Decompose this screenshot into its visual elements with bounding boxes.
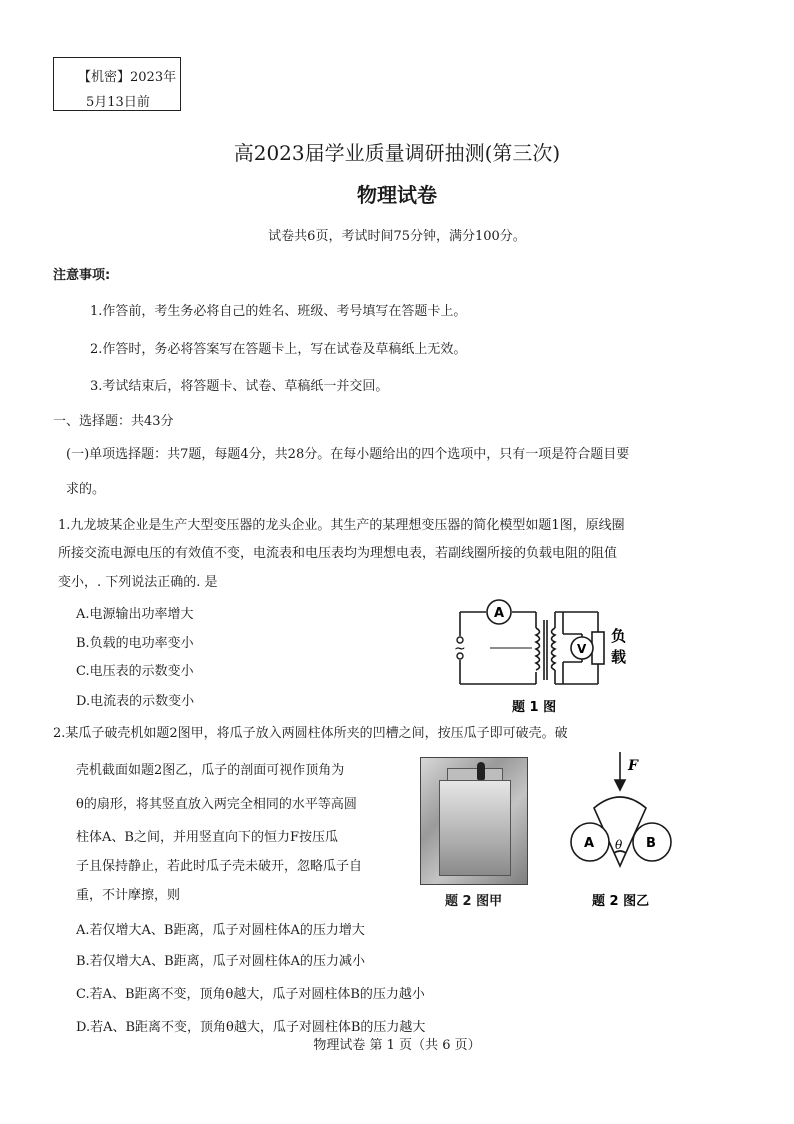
q2-stem-line: 柱体A、B之间，并用竖直向下的恒力F按压瓜 [76,830,338,845]
seed-cross-section-figure [568,750,688,910]
section-instructions-cont: 求的。 [66,482,106,497]
voltmeter-label: V [577,642,587,656]
ac-source-symbol: ~ [454,641,466,657]
sheller-photo [420,757,528,885]
q1-option-b: B.负载的电功率变小 [76,636,194,651]
exam-info: 试卷共6页，考试时间75分钟，满分100分。 [268,229,526,244]
cylinder-b-label: B [646,836,656,851]
q2-option-a: A.若仅增大A、B距离，瓜子对圆柱体A的压力增大 [76,923,365,938]
load-label-1: 负 [611,627,627,645]
confidential-box [53,57,181,111]
load-label-2: 载 [611,648,627,666]
notice-item: 1.作答前，考生务必将自己的姓名、班级、考号填写在答题卡上。 [90,304,467,319]
notice-item: 3.考试结束后，将答题卡、试卷、草稿纸一并交回。 [90,379,389,394]
q1-stem-line: 所接交流电源电压的有效值不变，电流表和电压表均为理想电表，若副线圈所接的负载电阻的阻值 [58,546,618,561]
notice-item: 2.作答时，务必将答案写在答题卡上，写在试卷及草稿纸上无效。 [90,342,467,357]
subject-title: 物理试卷 [357,183,437,207]
exam-title: 高2023届学业质量调研抽测(第三次) [233,141,561,165]
q1-stem-line: 变小，. 下列说法正确的. 是 [58,575,218,590]
q2-stem-line: 子且保持静止，若此时瓜子壳未破开，忽略瓜子自 [76,859,363,874]
page-footer: 物理试卷 第 1 页（共 6 页） [313,1038,481,1053]
q1-stem-line: 1.九龙坡某企业是生产大型变压器的龙头企业。其生产的某理想变压器的简化模型如题1图，原线圈 [58,518,625,533]
q1-option-a: A.电源输出功率增大 [76,607,194,622]
force-label: F [628,758,638,774]
q2-option-d: D.若A、B距离不变，顶角θ越大，瓜子对圆柱体B的压力越大 [76,1020,426,1035]
q2-stem-line: 重，不计摩擦，则 [76,888,181,903]
cylinder-a-label: A [584,836,595,851]
ammeter-label: A [494,606,505,621]
transformer-circuit-figure [448,598,648,718]
section-heading: 一、选择题：共43分 [53,414,174,429]
confidential-line-1: 【机密】2023年 [78,70,177,85]
q2-option-c: C.若A、B距离不变，顶角θ越大，瓜子对圆柱体B的压力越小 [76,987,425,1002]
figure-2b-caption: 题 2 图乙 [592,894,650,909]
section-instructions: (一)单项选择题：共7题，每题4分，共28分。在每小题给出的四个选项中，只有一项是符合题目要 [66,447,630,462]
q2-option-b: B.若仅增大A、B距离，瓜子对圆柱体A的压力减小 [76,954,366,969]
figure-2a-caption: 题 2 图甲 [445,894,503,909]
notice-heading: 注意事项: [53,268,111,283]
q2-stem-first-line: 2.某瓜子破壳机如题2图甲，将瓜子放入两圆柱体所夹的凹槽之间，按压瓜子即可破壳。破 [53,726,568,741]
figure-1-caption: 题 1 图 [512,700,557,715]
q2-stem-line: 壳机截面如题2图乙，瓜子的剖面可视作顶角为 [76,763,345,778]
q2-stem-line: θ的扇形，将其竖直放入两完全相同的水平等高圆 [76,797,357,812]
confidential-line-2: 5月13日前 [86,95,150,110]
seed-icon [477,762,485,780]
angle-label: θ [615,838,623,852]
q1-option-d: D.电流表的示数变小 [76,694,195,709]
q1-option-c: C.电压表的示数变小 [76,664,194,679]
